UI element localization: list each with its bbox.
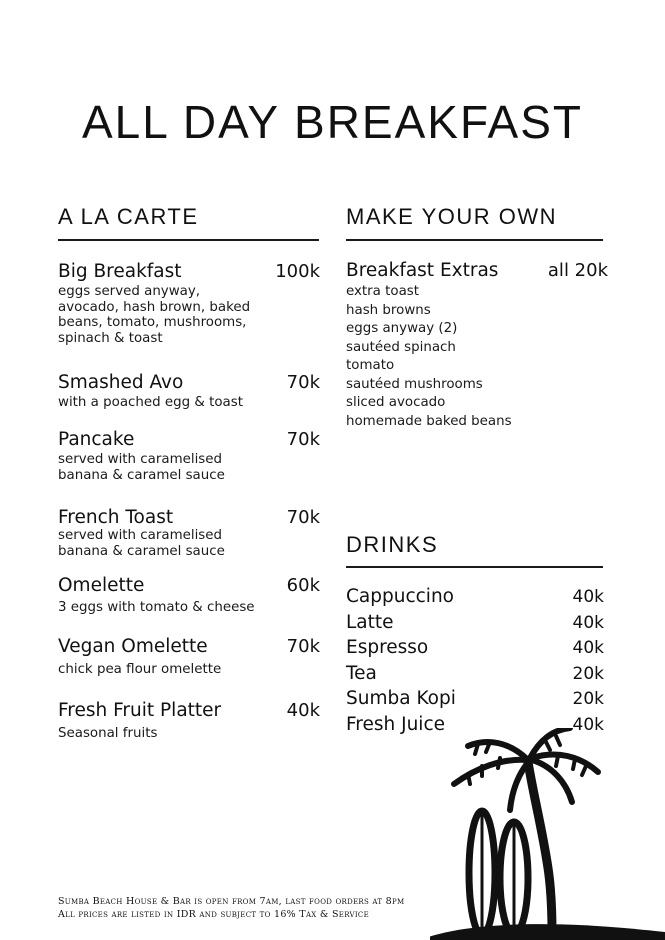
item-price: 60k (286, 575, 320, 596)
footer-line: All prices are listed in IDR and subject to 16% Tax & Service (58, 909, 370, 920)
item-description: with a poached egg & toast (58, 395, 243, 410)
menu-item-big-breakfast (58, 261, 320, 346)
list-item: extra toast (346, 284, 420, 299)
list-item: eggs anyway (2) (346, 321, 458, 336)
footer-note (58, 895, 458, 921)
menu-item-smashed-avo (58, 372, 320, 411)
item-price: 70k (286, 429, 320, 450)
item-price: 100k (275, 261, 320, 282)
drink-name: Tea (346, 662, 377, 684)
item-name: Vegan Omelette (58, 636, 208, 657)
drink-price: 20k (572, 689, 604, 709)
make-your-own-divider (346, 239, 603, 241)
breakfast-extras (346, 260, 608, 431)
drink-price: 20k (572, 663, 604, 684)
drink-price: 40k (572, 612, 604, 633)
drink-name: Cappuccino (346, 586, 454, 607)
item-name: French Toast (58, 507, 174, 528)
drinks-heading: DRINKS (346, 532, 439, 557)
item-description: chick pea flour omelette (58, 662, 222, 677)
list-item: homemade baked beans (346, 413, 512, 429)
drinks-divider (346, 566, 603, 568)
menu-item-omelette (58, 575, 320, 616)
item-description: served with caramelised banana & caramel sauce (58, 452, 225, 483)
item-name: Fresh Fruit Platter (58, 700, 222, 721)
menu-item-french-toast (58, 507, 320, 559)
list-item: sliced avocado (346, 395, 446, 410)
item-description: served with caramelised banana & caramel sauce (58, 528, 225, 559)
list-item: hash browns (346, 302, 431, 318)
list-item: sautéed mushrooms (346, 376, 483, 392)
item-description: Seasonal fruits (58, 726, 158, 741)
extras-title: Breakfast Extras (346, 260, 499, 281)
item-description: 3 eggs with tomato & cheese (58, 600, 255, 615)
list-item: tomato (346, 358, 395, 373)
list-item (346, 663, 604, 689)
drink-name: Fresh Juice (346, 713, 445, 735)
drink-price: 40k (572, 714, 604, 735)
menu-item-vegan-omelette (58, 636, 320, 678)
item-price: 70k (286, 636, 320, 657)
item-price: 40k (286, 700, 320, 721)
menu-item-pancake (58, 429, 320, 483)
list-item (346, 637, 604, 663)
item-name: Big Breakfast (58, 261, 182, 282)
a-la-carte-heading: A LA CARTE (58, 204, 199, 229)
item-price: 70k (286, 372, 320, 393)
drink-name: Latte (346, 611, 394, 633)
item-description: eggs served anyway, avocado, hash brown, baked beans, tomato, mushrooms, spinach & toast (58, 284, 251, 346)
item-name: Omelette (58, 575, 145, 596)
drink-price: 40k (572, 587, 604, 607)
list-item: sautéed spinach (346, 339, 456, 355)
item-price: 70k (286, 507, 320, 528)
menu-item-fresh-fruit-platter (58, 700, 320, 742)
make-your-own-heading: MAKE YOUR OWN (346, 204, 558, 229)
drink-price: 40k (572, 638, 604, 658)
drink-name: Sumba Kopi (346, 688, 456, 709)
extras-list (346, 283, 608, 431)
menu-title: ALL DAY BREAKFAST (81, 96, 583, 148)
drinks-list (346, 586, 604, 739)
drink-name: Espresso (346, 637, 429, 658)
list-item (346, 688, 604, 714)
item-name: Smashed Avo (58, 372, 184, 393)
footer-line: Sumba Beach House & Bar is open from 7am, last food orders at 8pm (58, 896, 405, 907)
extras-price: all 20k (547, 260, 608, 281)
list-item (346, 586, 604, 612)
list-item (346, 612, 604, 638)
a-la-carte-divider (58, 239, 319, 241)
item-name: Pancake (58, 429, 135, 450)
palm-tree-surfboards-icon (430, 728, 665, 940)
